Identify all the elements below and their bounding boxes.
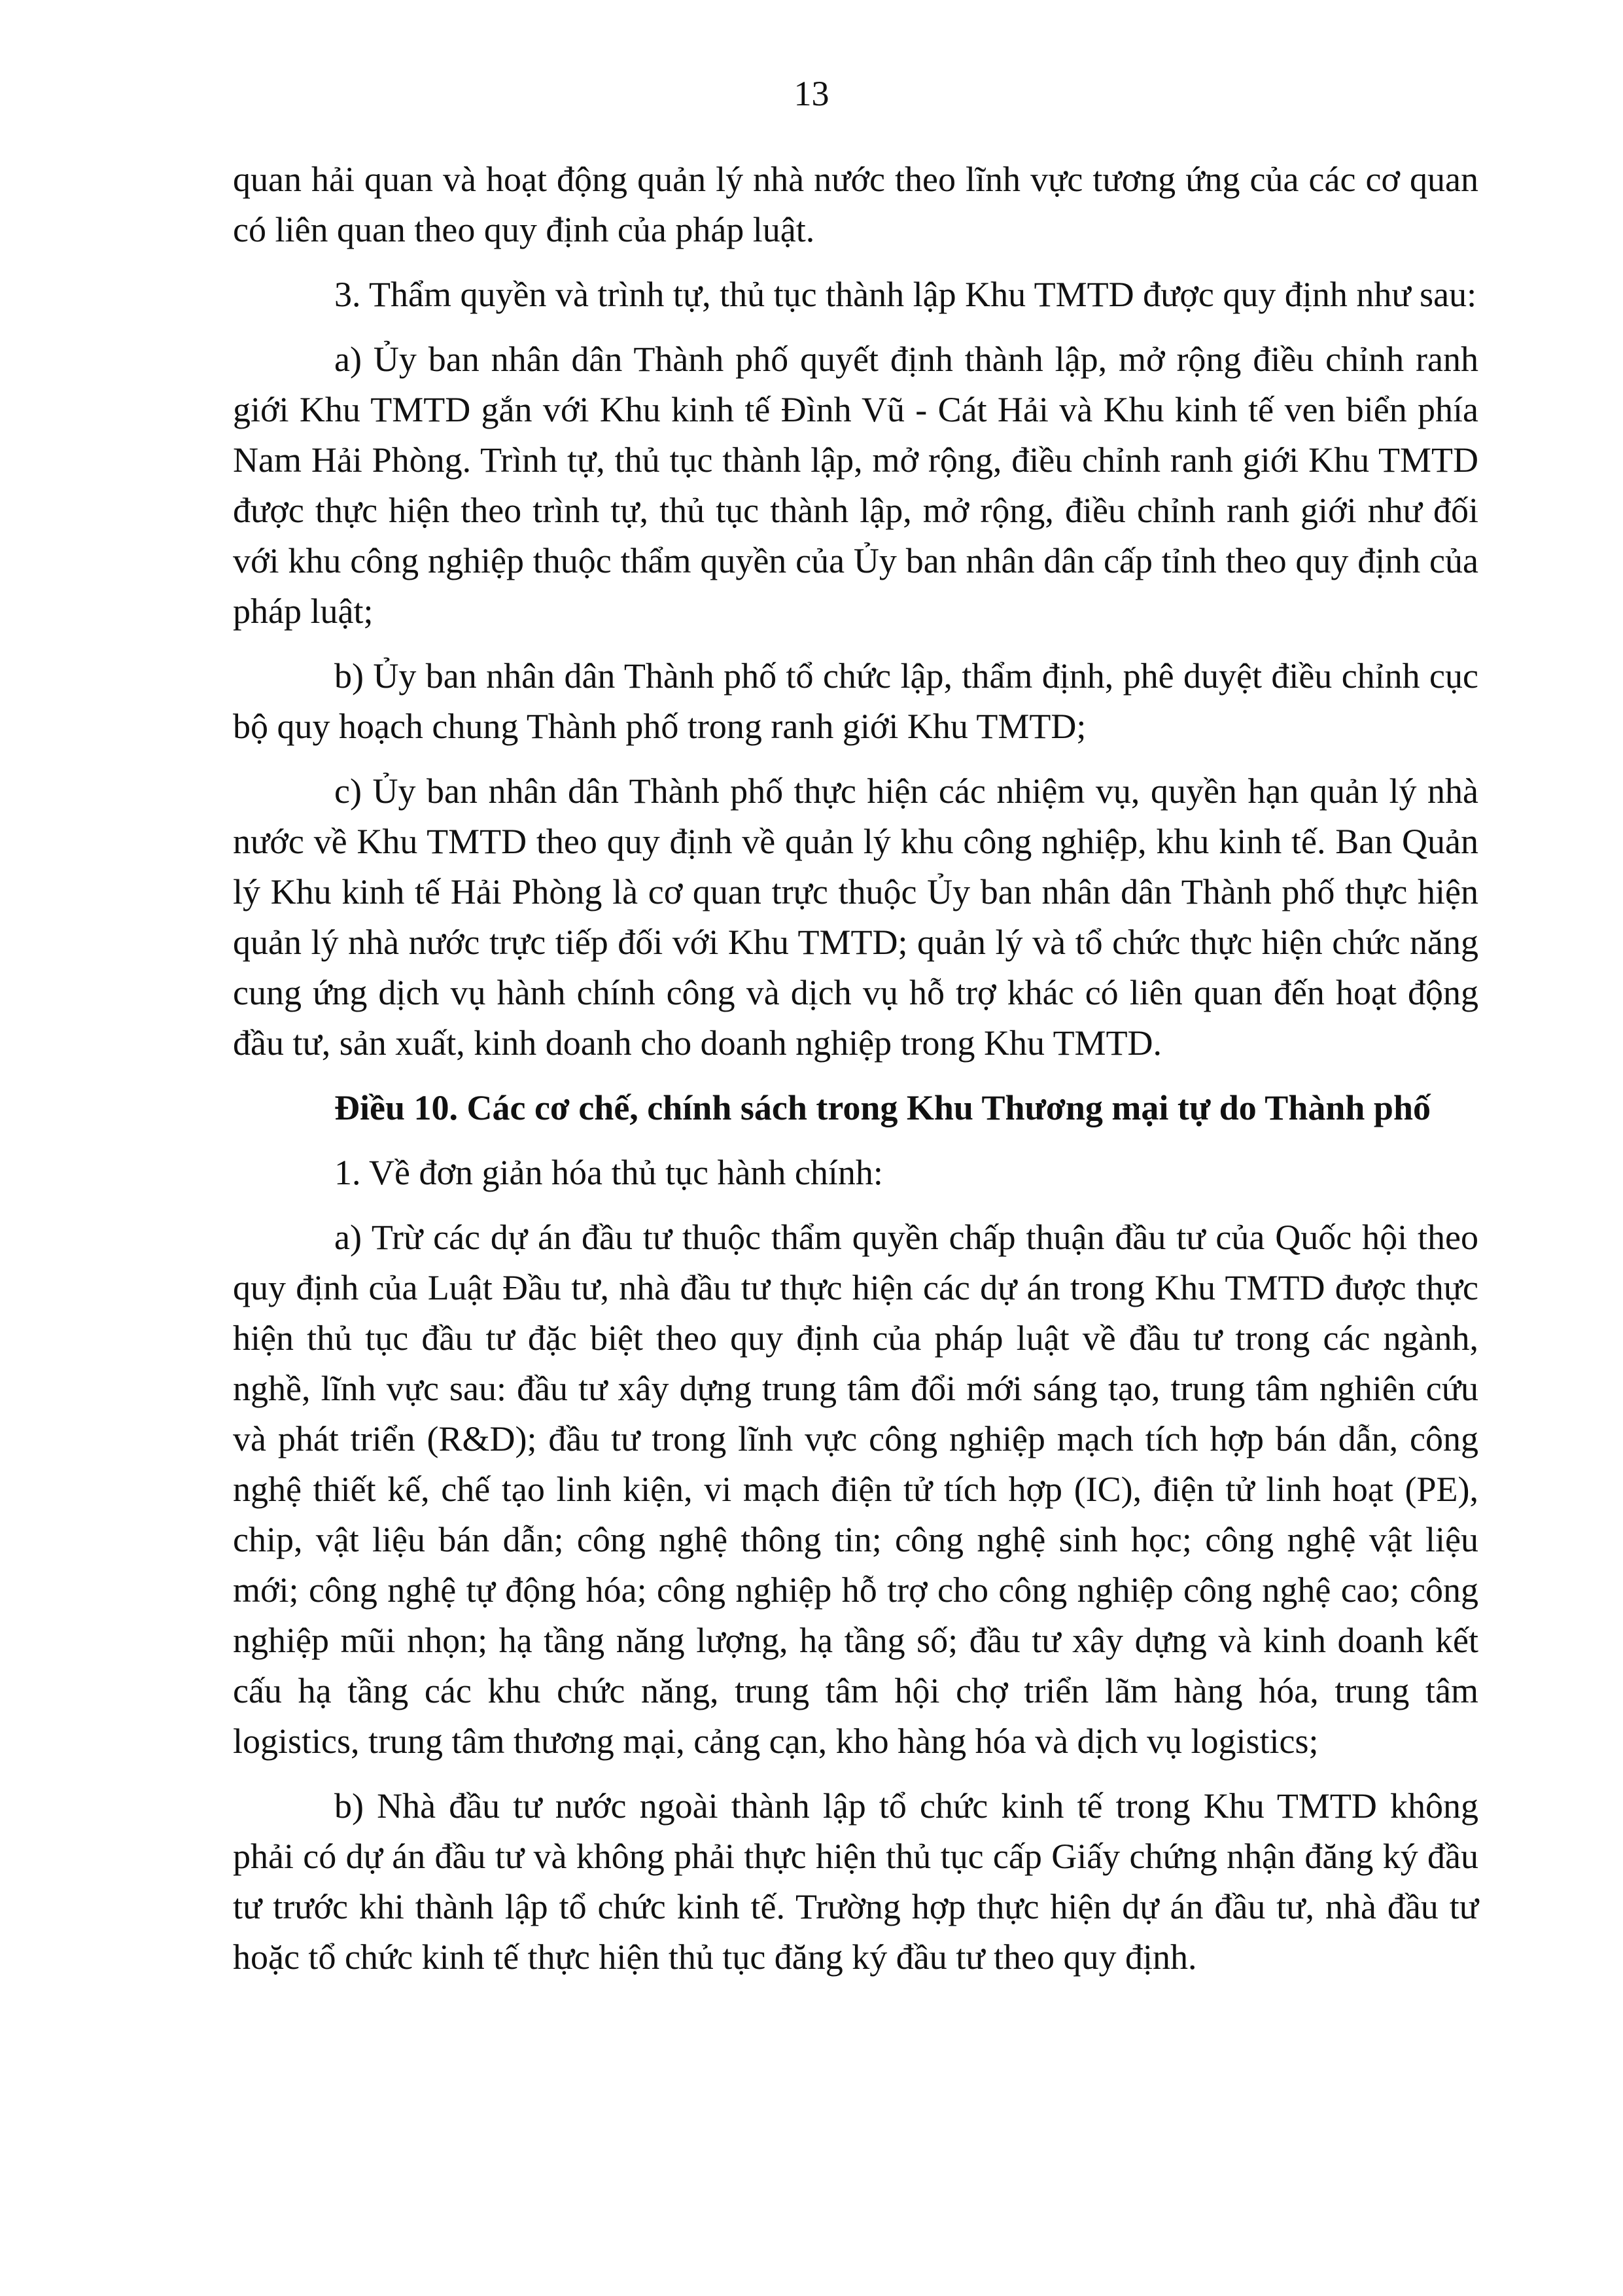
document-body [233, 154, 1478, 1985]
paragraph-clause-3b: b) Ủy ban nhân dân Thành phố tổ chức lập, thẩm định, phê duyệt điều chỉnh cục bộ quy hoạch chung Thành phố trong ranh giới Khu TMTD; [233, 656, 1478, 746]
paragraph-clause-3: 3. Thẩm quyền và trình tự, thủ tục thành lập Khu TMTD được quy định như sau: [334, 275, 1477, 314]
paragraph-clause-1a: a) Trừ các dự án đầu tư thuộc thẩm quyền chấp thuận đầu tư của Quốc hội theo quy định của Luật Đầu tư, nhà đầu tư thực hiện các dự án trong Khu TMTD được thực hiện thủ tục đầu tư đặc biệt theo quy định của pháp luật về đầu tư trong các ngành, nghề, lĩnh vực sau: đầu tư xây dựng trung tâm đổi mới sáng tạo, trung tâm nghiên cứu và phát triển (R&D); đầu tư trong lĩnh vực công nghiệp mạch tích hợp bán dẫn, công nghệ thiết kế, chế tạo linh kiện, vi mạch điện tử tích hợp (IC), điện tử linh hoạt (PE), chip, vật liệu bán dẫn; công nghệ thông tin; công nghệ sinh học; công nghệ vật liệu mới; công nghệ tự động hóa; công nghiệp hỗ trợ cho công nghiệp công nghệ cao; công nghiệp mũi nhọn; hạ tầng năng lượng, hạ tầng số; đầu tư xây dựng và kinh doanh kết cấu hạ tầng các khu chức năng, trung tâm hội chợ triển lãm hàng hóa, trung tâm logistics, trung tâm thương mại, cảng cạn, kho hàng hóa và dịch vụ logistics; [233, 1218, 1478, 1761]
paragraph-clause-1: 1. Về đơn giản hóa thủ tục hành chính: [334, 1153, 883, 1192]
paragraph-clause-3a: a) Ủy ban nhân dân Thành phố quyết định thành lập, mở rộng điều chỉnh ranh giới Khu TMTD gắn với Khu kinh tế Đình Vũ - Cát Hải và Khu kinh tế ven biển phía Nam Hải Phòng. Trình tự, thủ tục thành lập, mở rộng, điều chỉnh ranh giới Khu TMTD được thực hiện theo trình tự, thủ tục thành lập, mở rộng, điều chỉnh ranh giới như đối với khu công nghiệp thuộc thẩm quyền của Ủy ban nhân dân cấp tỉnh theo quy định của pháp luật; [233, 340, 1478, 631]
paragraph-continuation: quan hải quan và hoạt động quản lý nhà nước theo lĩnh vực tương ứng của các cơ quan có liên quan theo quy định của pháp luật. [233, 160, 1478, 249]
paragraph-clause-3c: c) Ủy ban nhân dân Thành phố thực hiện các nhiệm vụ, quyền hạn quản lý nhà nước về Khu TMTD theo quy định về quản lý khu công nghiệp, khu kinh tế. Ban Quản lý Khu kinh tế Hải Phòng là cơ quan trực thuộc Ủy ban nhân dân Thành phố thực hiện quản lý nhà nước trực tiếp đối với Khu TMTD; quản lý và tổ chức thực hiện chức năng cung ứng dịch vụ hành chính công và dịch vụ hỗ trợ khác có liên quan đến hoạt động đầu tư, sản xuất, kinh doanh cho doanh nghiệp trong Khu TMTD. [233, 771, 1478, 1063]
page-number: 13 [794, 74, 829, 113]
article-10-heading: Điều 10. Các cơ chế, chính sách trong Khu Thương mại tự do Thành phố [334, 1088, 1431, 1127]
paragraph-clause-1b: b) Nhà đầu tư nước ngoài thành lập tổ chức kinh tế trong Khu TMTD không phải có dự án đầu tư và không phải thực hiện thủ tục cấp Giấy chứng nhận đăng ký đầu tư trước khi thành lập tổ chức kinh tế. Trường hợp thực hiện dự án đầu tư, nhà đầu tư hoặc tổ chức kinh tế thực hiện thủ tục đăng ký đầu tư theo quy định. [233, 1786, 1478, 1977]
